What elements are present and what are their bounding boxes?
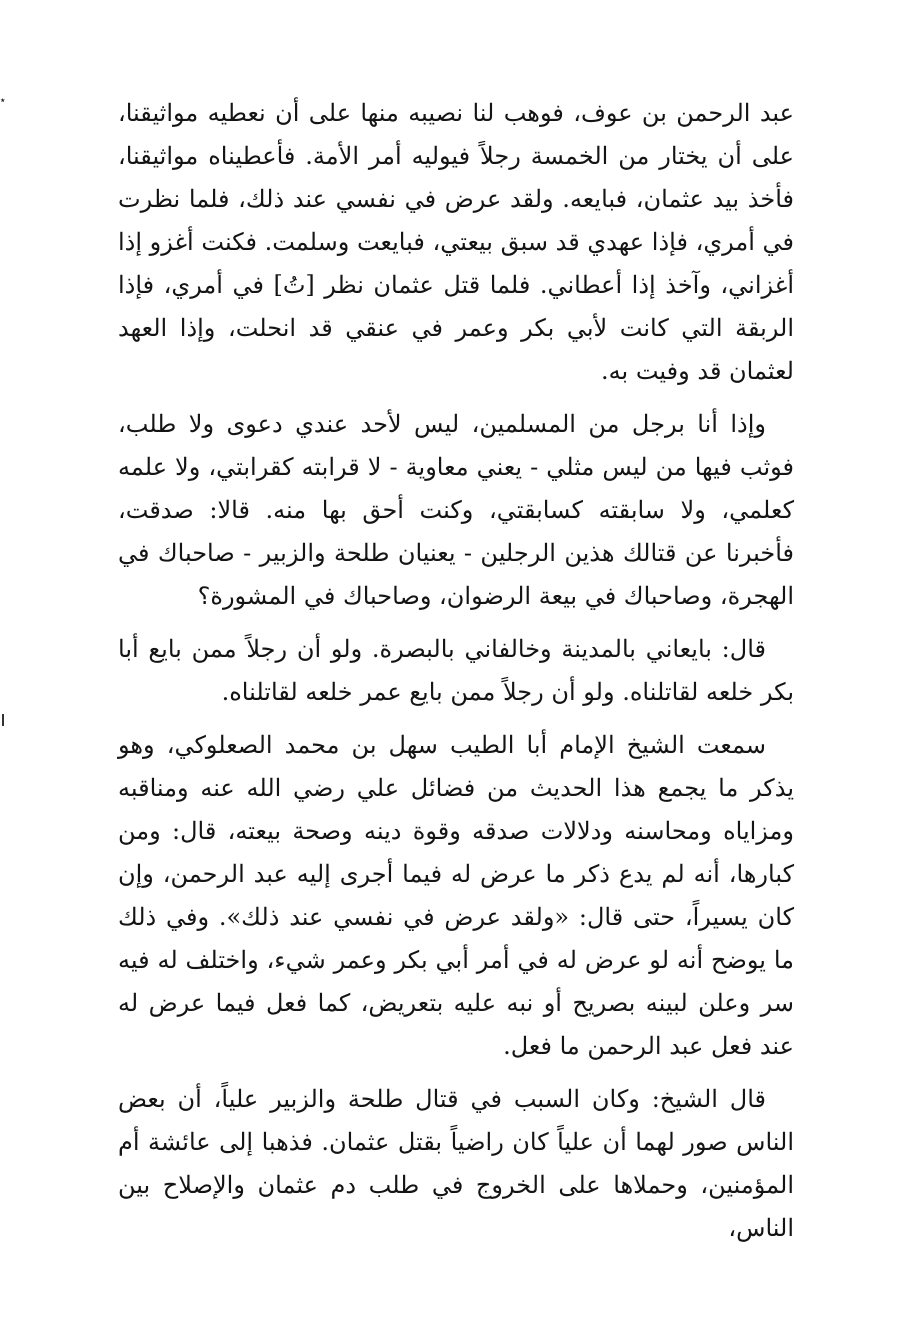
page-body <box>118 92 794 1250</box>
margin-mark-middle <box>2 714 4 726</box>
margin-mark-top: ٭ <box>0 95 6 106</box>
paragraph-1: عبد الرحمن بن عوف، فوهب لنا نصيبه منها على أن نعطيه مواثيقنا، على أن يختار من الخمسة رجلاً فيوليه أمر الأمة. فأعطيناه مواثيقنا، فأخذ بيد عثمان، فبايعه. ولقد عرض في نفسي عند ذلك، فلما نظرت في أمري، فإذا عهدي قد سبق بيعتي، فبايعت وسلمت. فكنت أغزو إذا أغزاني، وآخذ إذا أعطاني. فلما قتل عثمان نظر [تُ] في أمري، فإذا الربقة التي كانت لأبي بكر وعمر في عنقي قد انحلت، وإذا العهد لعثمان قد وفيت به. <box>118 99 794 385</box>
paragraph-2: وإذا أنا برجل من المسلمين، ليس لأحد عندي دعوى ولا طلب، فوثب فيها من ليس مثلي - يعني معاوية - لا قرابته كقرابتي، ولا علمه كعلمي، ولا سابقته كسابقتي، وكنت أحق بها منه. قالا: صدقت، فأخبرنا عن قتالك هذين الرجلين - يعنيان طلحة والزبير - صاحباك في الهجرة، وصاحباك في بيعة الرضوان، وصاحباك في المشورة؟ <box>118 410 794 610</box>
paragraph-5: قال الشيخ: وكان السبب في قتال طلحة والزبير علياً، أن بعض الناس صور لهما أن علياً كان راضياً بقتل عثمان. فذهبا إلى عائشة أم المؤمنين، وحملاها على الخروج في طلب دم عثمان والإصلاح بين الناس، <box>118 1085 794 1242</box>
paragraph-4: سمعت الشيخ الإمام أبا الطيب سهل بن محمد الصعلوكي، وهو يذكر ما يجمع هذا الحديث من فضائل علي رضي الله عنه ومناقبه ومزاياه ومحاسنه ودلالات صدقه وقوة دينه وصحة بيعته، قال: ومن كبارها، أنه لم يدع ذكر ما عرض له فيما أجرى إليه عبد الرحمن، وإن كان يسيراً، حتى قال: «ولقد عرض في نفسي عند ذلك». وفي ذلك ما يوضح أنه لو عرض له في أمر أبي بكر وعمر شيء، واختلف له فيه سر وعلن لبينه بصريح أو نبه عليه بتعريض، كما فعل فيما عرض له عند فعل عبد الرحمن ما فعل. <box>118 731 794 1060</box>
paragraph-3: قال: بايعاني بالمدينة وخالفاني بالبصرة. ولو أن رجلاً ممن بايع أبا بكر خلعه لقاتلناه. ولو أن رجلاً ممن بايع عمر خلعه لقاتلناه. <box>118 635 794 706</box>
